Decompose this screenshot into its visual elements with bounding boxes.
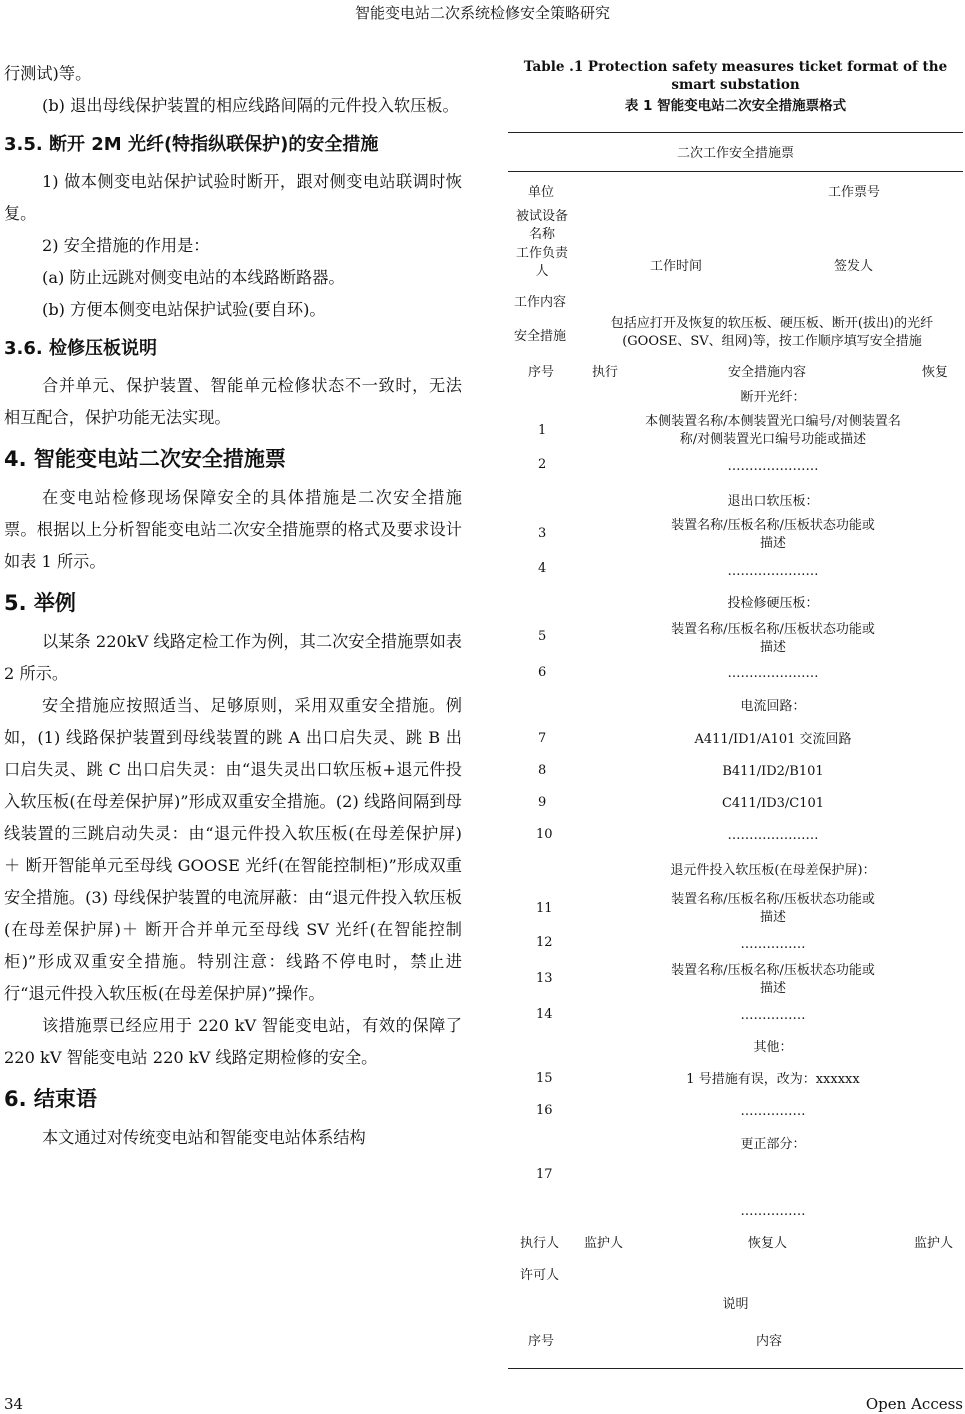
label-work-content: 工作内容 xyxy=(514,295,567,310)
row-number: 4 xyxy=(538,561,547,576)
section-heading-6: 6. 结束语 xyxy=(4,1087,97,1111)
section-heading-3-5: 3.5. 断开 2M 光纤(特指纵联保护)的安全措施 xyxy=(4,134,379,155)
row-number: 15 xyxy=(536,1071,553,1086)
plate-desc: 装置名称/压板名称/压板状态功能或描述 xyxy=(671,518,875,551)
paragraph: 本文通过对传统变电站和智能变电站体系结构 xyxy=(42,1128,366,1147)
footer-col-seq: 序号 xyxy=(528,1334,555,1349)
label-supervisor: 监护人 xyxy=(584,1236,624,1251)
plate-desc: 装置名称/压板名称/压板状态功能或描述 xyxy=(671,892,875,925)
section-heading-5: 5. 举例 xyxy=(4,591,76,615)
fiber-desc: 本侧装置名称/本侧装置光口编号/对侧装置名称/对侧装置光口编号功能或描述 xyxy=(645,414,901,447)
paragraph: 合并单元、保护装置、智能单元检修状态不一致时，无法相互配合，保护功能无法实现。 xyxy=(4,376,462,427)
section-hard-plate: 投检修硬压板： xyxy=(727,596,819,611)
dots: ………………… xyxy=(727,459,819,474)
label-issuer: 签发人 xyxy=(834,259,874,274)
col-header-seq: 序号 xyxy=(528,365,555,380)
dots: …………… xyxy=(740,1104,806,1119)
safety-measure-desc: 包括应打开及恢复的软压板、硬压板、断开(拔出)的光纤(GOOSE、SV、组网)等，按工作顺序填写安全措施 xyxy=(610,316,934,349)
footer-col-content: 内容 xyxy=(756,1334,783,1349)
row-number: 12 xyxy=(536,935,553,950)
dots: …………… xyxy=(740,1204,806,1219)
left-column xyxy=(4,58,462,1154)
label-ticket-no: 工作票号 xyxy=(828,185,881,200)
paragraph: (b) 退出母线保护装置的相应线路间隔的元件投入软压板。 xyxy=(42,96,459,115)
section-other: 其他： xyxy=(753,1040,793,1055)
other-note: 1 号措施有误，改为：xxxxxx xyxy=(686,1072,860,1087)
row-number: 6 xyxy=(538,665,547,680)
section-current: 电流回路： xyxy=(740,699,806,714)
row-number: 13 xyxy=(536,971,553,986)
col-header-exec: 执行 xyxy=(592,365,619,380)
paragraph: 安全措施应按照适当、足够原则，采用双重安全措施。例如，(1) 线路保护装置到母线装置的跳 A 出口启失灵、跳 B 出口启失灵、跳 C 出口启失灵：由“退失灵出口软压板+退元件投入软压板(在母差保护屏)”形成双重安全措施。(2) 线路间隔到母线装置的三跳启动失灵：由“退元件投入软压板(在母差保护屏) ＋ 断开智能单元至母线 GOOSE 光纤(在智能控制柜)”形成双重安全措施。(3) 母线保护装置的电流屏蔽：由“退元件投入软压板(在母差保护屏)＋ 断开合并单元至母线 SV 光纤(在智能控制柜)”形成双重安全措施。特别注意：线路不停电时，禁止进行“退元件投入软压板(在母差保护屏)”操作。 xyxy=(4,696,462,1003)
col-header-restore: 恢复 xyxy=(922,365,949,380)
row-number: 1 xyxy=(538,423,547,438)
safety-ticket-table xyxy=(508,132,963,1369)
row-number: 7 xyxy=(538,731,547,746)
label-work-time: 工作时间 xyxy=(650,259,703,274)
row-number: 10 xyxy=(536,827,553,842)
section-fiber: 断开光纤： xyxy=(740,390,806,405)
label-safety-measure: 安全措施 xyxy=(514,329,567,344)
right-column xyxy=(508,58,963,1369)
section-heading-3-6: 3.6. 检修压板说明 xyxy=(4,338,157,359)
table-rule xyxy=(508,171,963,172)
col-header-content: 安全措施内容 xyxy=(728,365,807,380)
row-number: 5 xyxy=(538,629,547,644)
row-number: 9 xyxy=(538,795,547,810)
plate-desc: 装置名称/压板名称/压板状态功能或描述 xyxy=(671,963,875,996)
label-supervisor-2: 监护人 xyxy=(914,1236,954,1251)
paragraph: 在变电站检修现场保障安全的具体措施是二次安全措施票。根据以上分析智能变电站二次安全措施票的格式及要求设计如表 1 所示。 xyxy=(4,488,462,571)
dots: ………………… xyxy=(727,564,819,579)
label-executor: 执行人 xyxy=(520,1236,560,1251)
current-b: B411/ID2/B101 xyxy=(722,764,824,779)
paragraph: 该措施票已经应用于 220 kV 智能变电站，有效的保障了 220 kV 智能变电站 220 kV 线路定期检修的安全。 xyxy=(4,1016,462,1067)
label-explain: 说明 xyxy=(722,1297,749,1312)
plate-desc: 装置名称/压板名称/压板状态功能或描述 xyxy=(671,622,875,655)
paragraph: (b) 方便本侧变电站保护试验(要自环)。 xyxy=(42,300,326,319)
row-number: 3 xyxy=(538,526,547,541)
section-soft-plate: 退出口软压板： xyxy=(727,494,819,509)
row-number: 8 xyxy=(538,763,547,778)
journal-name: Open Access xyxy=(865,1395,963,1413)
dots: …………… xyxy=(740,1008,806,1023)
row-number: 17 xyxy=(536,1167,553,1182)
current-a: A411/ID1/A101 交流回路 xyxy=(694,732,852,747)
dots: …………… xyxy=(740,937,806,952)
section-correction: 更正部分： xyxy=(740,1137,806,1152)
section-heading-4: 4. 智能变电站二次安全措施票 xyxy=(4,447,286,471)
table-caption-en: Table .1 Protection safety measures ticket format of the smart substation xyxy=(523,59,948,93)
section-element-plate: 退元件投入软压板(在母差保护屏)： xyxy=(670,863,876,878)
current-c: C411/ID3/C101 xyxy=(721,796,825,811)
table-caption-zh: 表 1 智能变电站二次安全措施票格式 xyxy=(624,98,847,114)
dots: ………………… xyxy=(727,666,819,681)
label-unit: 单位 xyxy=(528,185,555,200)
paragraph: 以某条 220kV 线路定检工作为例，其二次安全措施票如表 2 所示。 xyxy=(4,632,462,683)
row-number: 14 xyxy=(536,1007,553,1022)
row-number: 16 xyxy=(536,1103,553,1118)
row-number: 2 xyxy=(538,457,547,472)
paragraph: 行测试)等。 xyxy=(4,64,92,83)
row-number: 11 xyxy=(536,901,553,916)
dots: ………………… xyxy=(727,828,819,843)
paragraph: 1) 做本侧变电站保护试验时断开，跟对侧变电站联调时恢复。 xyxy=(4,172,462,223)
label-device-name: 被试设备名称 xyxy=(515,209,568,242)
label-permit: 许可人 xyxy=(520,1268,560,1283)
paragraph: 2) 安全措施的作用是： xyxy=(42,236,210,255)
page-number: 34 xyxy=(4,1395,24,1413)
ticket-title: 二次工作安全措施票 xyxy=(676,146,794,161)
running-head: 智能变电站二次系统检修安全策略研究 xyxy=(354,4,610,22)
label-leader: 工作负责人 xyxy=(515,246,568,279)
paragraph: (a) 防止远跳对侧变电站的本线路断路器。 xyxy=(42,268,345,287)
label-restorer: 恢复人 xyxy=(748,1236,788,1251)
